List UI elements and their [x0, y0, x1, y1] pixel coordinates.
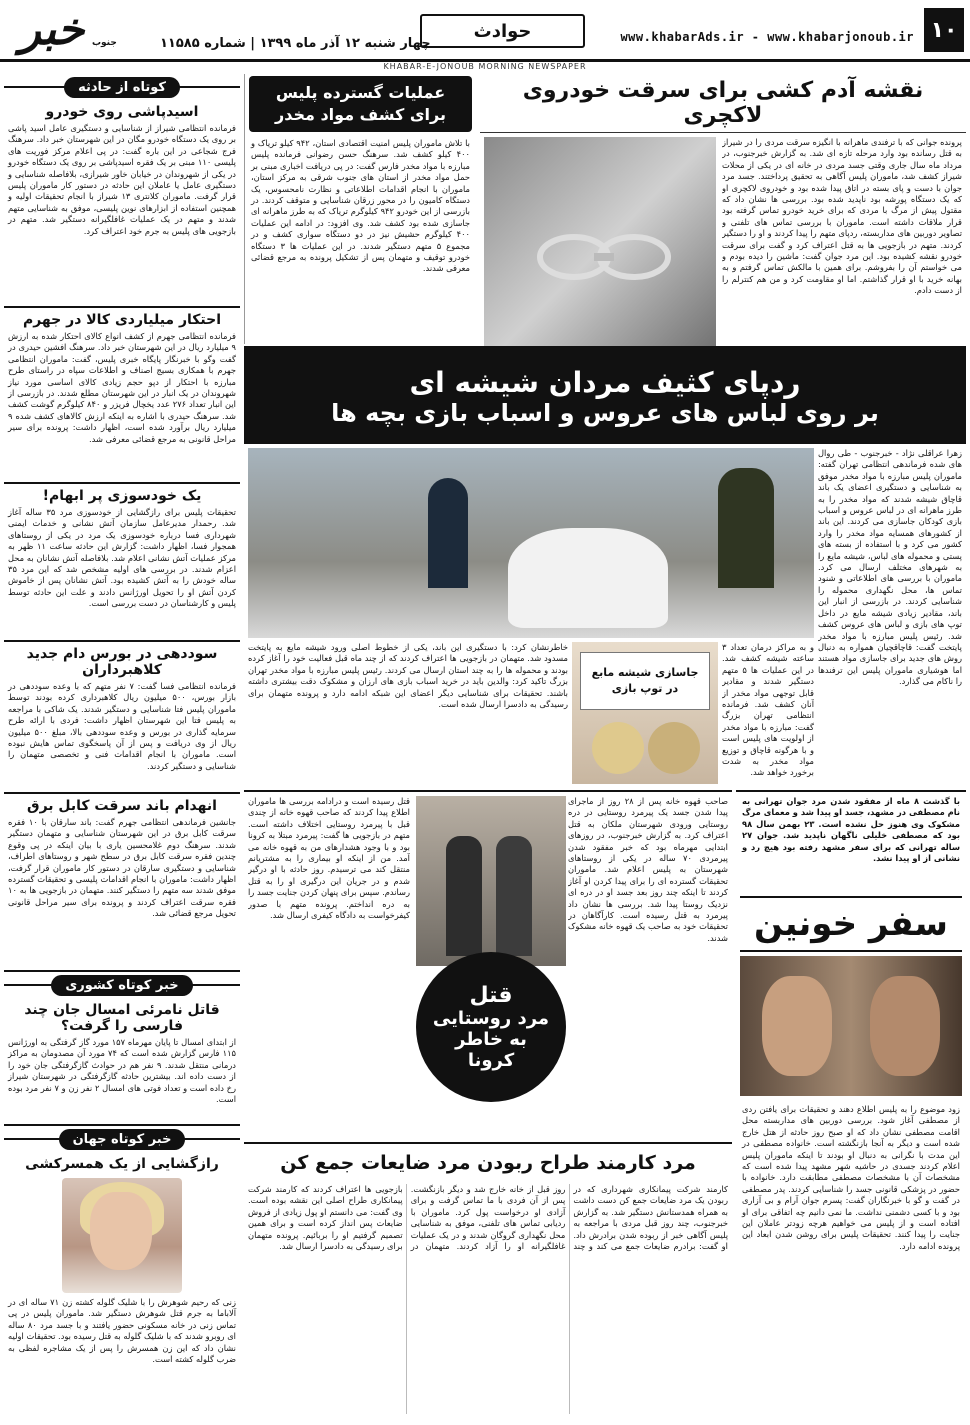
brief-body: فرمانده انتظامی جهرم از کشف انواع کالای احتکار شده به ارزش ۹ میلیارد ریال در این شهرستان خبر داد. سرهنگ افشین حیدری در گفت وگو با خبرنگار پایگاه خبری پلیس، گفت: ماموران انتظامی جهرم با همکاری بسیج اصناف و اطلاعات سپاه در راستای طرح مبارزه با احتکار از دپو حجم زیادی کالای اساسی مورد نیاز شهروندان در یک انبار در این شهرستان مطلع شدند. در بازرسی از این انبار تعداد ۲۷۶ عدد یخچال فریزر و ۸۴۰ کیلوگرم گوشت کشف شد. سرهنگ حیدری با اشاره به اینکه ارزش کالاهای کشف شده ۹ میلیارد ریال برآورد شده است، اظهار داشت: پرونده برای سیر مراحل قانونی به مرجع قضائی معرفی شد.: [8, 331, 236, 444]
masthead: [0, 0, 970, 62]
brief-article: [4, 998, 240, 1126]
brief-title: انهدام باند سرقت کابل برق: [27, 798, 217, 814]
section-title: حوادث: [420, 14, 585, 48]
newspaper-logo: خبر: [19, 4, 85, 55]
brief-title: سوددهی در بورس دام جدید کلاهبرداران: [26, 646, 218, 678]
clerk-kidnap-article: [244, 1142, 732, 1422]
feature-body-middle: و به مراکز درمان تعداد ۳ ساعته شیشه کشف شد. در این عملیات ها ۵ متهم دستگیر شدند و مقادیر قابل توجهی مواد مخدر از آنان کشف شد. فرمانده انتظامی تهران بزرگ گفت: مبارزه با مواد مخدر از اولویت های پلیس است و با هرگونه قاچاق و توزیع مواد مخدر به شدت برخورد خواهد شد.: [722, 642, 814, 778]
brief-article: [4, 100, 240, 308]
brief-article: [4, 794, 240, 972]
photo-sign: جاسازی شیشه مابع در توپ بازی: [580, 652, 710, 710]
brief-title: یک خودسوزی پر ابهام!: [42, 488, 202, 504]
bloody-trip-intro: با گذشت ۸ ماه از مفقود شدن مرد جوان تهرانی به نام مصطفی در مشهد، جسد او پیدا شد و معمای مرگ مشکوک وی هنوز حل نشده است. ۲۳ بهمن سال ۹۸ بود که مصطفی خلیلی ناگهان ناپدید شد. جوان ۲۷ ساله تهرانی که برای سفر مشهد رفته بود هیچ رد و نشانی از او پیدا نشد.: [742, 796, 960, 864]
drug-operation-headline: عملیات گسترده پلیس برای کشف مواد مخدر: [249, 76, 472, 132]
clerk-headline: مرد کارمند طراح ربودن مرد ضایعات جمع کن: [244, 1142, 732, 1182]
bloody-trip-body: زود موضوع را به پلیس اطلاع دهند و تحقیقات برای یافتن ردی از مصطفی آغاز شود. بررسی دوربین های مداربسته محل اقامت مصطفی نشان داد که او صبح روز حادثه از هتل خارج شده است و دیگر به آنجا بازنگشته است. خانواده مصطفی در این مدت با نگرانی به دنبال او بودند تا اینکه ماموران پلیس اعلام کردند جسدی در حاشیه شهر مشهد پیدا شده است که مشخصات آن با مشخصات مصطفی مطابقت دارد. خانواده با حضور در پزشکی قانونی جسد را شناسایی کردند. پدر مصطفی در گفت و گو با خبرنگاران گفت: پسرم جوان آرام و بی آزاری بود و با کسی دشمنی نداشت. ما نمی دانیم چه اتفاقی برای او افتاده است و از پلیس می خواهیم هرچه زودتر عاملان این جنایت را پیدا کنند. تحقیقات پلیس برای روشن شدن ابعاد این پرونده ادامه دارد.: [742, 1104, 960, 1251]
luxury-car-headline: نقشه آدم کشی برای سرقت خودروی لاکچری: [480, 74, 966, 133]
brief-article: [4, 642, 240, 794]
feature-headline: ردپای کثیف مردان شیشه ای بر روی لباس های عروس و اسباب بازی بچه ها: [244, 348, 966, 444]
bloody-trip-headline: سفر خونین: [740, 896, 962, 952]
bloody-trip-article: [736, 790, 966, 1422]
old-men-walking-photo: [416, 796, 566, 966]
ball-icon: [648, 722, 700, 774]
brief-title: اسیدپاشی روی خودرو: [45, 104, 199, 120]
brief-body: از ابتدای امسال تا پایان مهرماه ۱۵۷ مورد گاز گرفتگی به اورژانس ۱۱۵ فارس گزارش شده است که ۷۴ مورد آن مصدومان به مراکز درمانی منتقل شدند. ۹ نفر هم در حوادث گازگرفتگی جان خود را از دست داده اند. بیشترین حادثه گازگرفتگی در شهرستان شیراز رخ داده است و تعداد فوتی های امسال ۲ نفر زن و ۷ نفر مرد بوده است.: [8, 1037, 236, 1105]
drug-operation-article: [244, 74, 476, 344]
section-tag-national: خبر کوتاه کشوری: [4, 972, 240, 998]
brief-body: زنی که رحیم شوهرش را با شلیک گلوله کشته زن ۷۱ ساله ای در آلاباما به جرم قتل شوهرش دستگیر شد. ماموران پلیس در پی تماس زنی در خانه مسکونی حضور یافتند و با جسد مرد ۸۰ ساله ای روبرو شدند که با شلیک گلوله به قتل رسیده بود. تحقیقات اولیه نشان داد که این زن همسرش را پس از یک مشاجره لفظی به ضرب گلوله کشته است.: [8, 1297, 236, 1365]
luxury-car-body: پرونده جوانی که با ترفندی ماهرانه با انگیزه سرقت مردی را در شیراز به قتل رسانده بود وارد مرحله تازه ای شد. به گزارش خبرجنوب، در مرداد ماه سال جاری وقتی جسد مردی در خانه ای در یکی از محلات شیراز کشف شد، ماموران پلیس آگاهی به تحقیق پرداختند. جسد مرد جوان با دست و پای بسته در اتاق پیدا شده بود و خودروی لاکچری او که یک دستگاه پورشه بود ناپدید شده بود. بررسی ها نشان داد که مقتول پیش از مرگ با مردی که برای خرید خودرو تماس گرفته بود قرار ملاقات داشته است. ماموران با بررسی تماس های تلفنی و تصاویر دوربین های مداربسته، ردپای متهم را پیدا کردند و او را دستگیر کردند. متهم در بازجویی ها به قتل اعتراف کرد و گفت برای سرقت خودرو نقشه کشیده بود. این مرد جوان گفت: ماشین را دیده بودم و می خواستم آن را بفروشم. برای همین با مالکش تماس گرفتم و به بهانه خرید با او قرار گذاشتم. اما او مقاومت کرد و من هم کنترلم را از دست دادم.: [722, 137, 962, 296]
english-tagline: KHABAR-E-JONOUB MORNING NEWSPAPER: [0, 62, 970, 74]
brief-article: [4, 1152, 240, 1422]
victim-portraits-photo: [740, 956, 962, 1096]
ball-icon: [592, 722, 644, 774]
clerk-body: کارمند شرکت پیمانکاری شهرداری که در ربودن یک مرد ضایعات جمع کن دست داشت به همراه همدستانش دستگیر شد. به گزارش خبرجنوب، چند روز قبل مردی با مراجعه به پلیس آگاهی خبر از ربوده شدن برادرش داد. او گفت: برادرم ضایعات جمع می کند و چند روز قبل از خانه خارج شد و دیگر بازنگشت. پس از آن فردی با ما تماس گرفت و برای آزادی او درخواست پول کرد. ماموران با ردیابی تماس های تلفنی، موفق به شناسایی محل نگهداری گروگان شدند و در یک عملیات غافلگیرانه او را آزاد کردند. متهمان در بازجویی ها اعتراف کردند که کارمند شرکت پیمانکاری طراح اصلی این نقشه بوده است. وی گفت: می دانستم او پول زیادی از فروش ضایعات پس انداز کرده است و برای همین تصمیم گرفتیم او را بربائیم. پرونده متهمان برای رسیدگی به دادسرا ارسال شد.: [248, 1184, 728, 1252]
brief-title: احتکار میلیاردی کالا در جهرم: [22, 312, 222, 328]
brief-article: [4, 484, 240, 642]
brief-article: [4, 308, 240, 484]
section-tag-incidents: کوتاه از حادثه: [4, 74, 240, 100]
brief-body: فرمانده انتظامی فسا گفت: ۷ نفر متهم که با وعده سوددهی در بازار بورس، ۵۰۰ میلیون ریال کلاهبرداری کرده بودند توسط ماموران پلیس فتا شناسایی و دستگیر شدند. یک شاکی با مراجعه به پلیس فتا این شهرستان اظهار داشت: فردی با ارائه طرح سرمایه گذاری در بورس و وعده سوددهی بالا، مبلغ ۵۰۰ میلیون ریال از وی دریافت و پس از آن پاسخگوی تماس هایش نبوده است. ماموران با انجام اقدامات فنی و تخصصی متهمان را شناسایی و دستگیر کردند.: [8, 681, 236, 771]
brief-body: جانشین فرماندهی انتظامی جهرم گفت: باند سارقان با ۱۰ فقره سرقت کابل برق در این شهرستان شناسایی و متهمان دستگیر شدند. سرهنگ دوم غلامحسین یاری با بیان اینکه در پی وقوع چندین فقره سرقت کابل برق در سطح شهر و روستاهای اطراف، شناسایی و دستگیری سارقان در دستور کار ماموران قرار گرفت، اظهار داشت: ماموران با انجام اقدامات پلیسی و تحقیقات گسترده موفق شدند سه متهم را دستگیر کنند. متهمان در بازجویی ها به ۱۰ فقره سرقت اعتراف کردند و پرونده برای سیر مراحل قانونی تحویل مرجع قضائی شد.: [8, 817, 236, 919]
page-number: ۱۰: [924, 8, 964, 52]
villager-murder-headline: قتل مرد روستایی به خاطر کرونا: [416, 952, 566, 1102]
issue-date: چهار شنبه ۱۲ آذر ماه ۱۳۹۹ | شماره ۱۱۵۸۵: [160, 36, 431, 51]
website-urls: www.khabarAds.ir - www.khabarjonoub.ir: [620, 30, 914, 44]
section-tag-world: خبر کوتاه جهان: [4, 1126, 240, 1152]
toy-ball-photo: [572, 642, 718, 784]
brief-body: فرمانده انتظامی شیراز از شناسایی و دستگیری عامل اسید پاشی بر روی یک دستگاه خودرو مگان در این شهرستان خبر داد. سرهنگ فرج شجاعی در این باره گفت: در پی اعلام مرکز فوریت های پلیسی ۱۱۰ مبنی بر یک فقره اسیدپاشی بر روی یک دستگاه خودرو در یکی از شهروندان در خیابان خاور شیرازی، بلافاصله شناسایی و دستگیری عامل یا عاملان این حادثه در دستور کار ماموران پلیس قرار گرفت. ماموران کلانتری ۱۳ شیراز با انجام تحقیقات اولیه و همچنین استفاده از ابزارهای نوین پلیسی، موفق به شناسایی متهم شدند و متهم در یک عملیات غافلگیرانه دستگیر شد. متهم در بازجویی های پلیس به جرم خود اعتراف کرد.: [8, 123, 236, 236]
brief-title: رازگشایی از یک همسرکشی: [25, 1156, 219, 1172]
feature-body-left: خاطرنشان کرد: با دستگیری این باند، یکی از خطوط اصلی ورود شیشه مایع به پایتخت مسدود شد. متهمان در بازجویی ها اعتراف کردند که از چند ماه قبل فعالیت خود را آغاز کرده بودند و محموله ها را به چند استان ارسال می کردند. رئیس پلیس مبارزه با مواد مخدر تهران بزرگ تاکید کرد: والدین باید در خرید اسباب بازی های ارزان و مشکوک دقت بیشتری داشته باشند. تحقیقات برای شناسایی دیگر اعضای این شبکه ادامه دارد و پرونده متهمان برای رسیدگی به دادسرا ارسال شده است.: [248, 642, 568, 710]
brief-title: قاتل نامرئی امسال جان چند فارسی را گرفت؟: [24, 1002, 220, 1034]
police-officers-photo: [248, 448, 814, 638]
drug-operation-body: با تلاش ماموران پلیس امنیت اقتصادی استان، ۹۴۲ کیلو تریاک و ۴۰۰ کیلو کشف شد. سرهنگ حسن رضوانی فرمانده پلیس مبارزه با مواد مخدر فارس گفت: در پی دریافت اخباری مبنی بر حمل مواد مخدر از استان های جنوب شرقی به مرکز استان، ماموران با انجام اقدامات اطلاعاتی و نظارت نامحسوس، یک دستگاه کامیون را در محور زرقان شناسایی و متوقف کردند. در بازرسی از این خودرو ۹۴۲ کیلوگرم تریاک که به طرز ماهرانه ای جاسازی شده بود کشف شد. وی افزود: در ادامه این عملیات ۴۰۰ کیلوگرم حشیش نیز در دو دستگاه سواری کشف و در مجموع ۵ متهم دستگیر شدند. در این عملیات ها ۳ دستگاه خودرو توقیف و متهمان پس از تشکیل پرونده به مرجع قضائی معرفی شدند.: [251, 138, 471, 274]
feature-body-right: زهرا عراقلی نژاد - خبرجنوب - طی روال های شده فرماندهی انتظامی تهران گفته: ماموران پلیس مبارزه با مواد مخدر موفق به شناسایی و دستگیری اعضای یک باند قاچاق شیشه شدند که مواد مخدر را به طرز ماهرانه ای در لباس عروس و اسباب بازی کودکان جاسازی می کردند. این باند از کشورهای همسایه مواد مخدر را وارد کشور می کرد و با استفاده از بسته های پستی و محموله های لباس، شیشه مایع را به شهرهای مختلف ارسال می کرد. ماموران با بررسی های اطلاعاتی و شنود تماس ها، محل نگهداری محموله را شناسایی کردند. در بازرسی از انبار این باند، مقادیر زیادی شیشه مایع در داخل توپ های بازی و لباس های عروس کشف شد. رئیس پلیس مبارزه با مواد مخدر پایتخت گفت: قاچاقچیان همواره به دنبال روش های جدید برای جاسازی مواد هستند اما هوشیاری ماموران پلیس این ترفندها را ناکام می گذارد.: [818, 448, 962, 687]
villager-body-right: صاحب قهوه خانه پس از ۲۸ روز از ماجرای پیدا شدن جسد یک پیرمرد روستایی در دره روستایی ورودی شهرستان ملکان به قتل اعتراف کرد. به گزارش خبرجنوب، در روزهای ابتدایی مهرماه بود که خبر مفقود شدن پیرمردی ۷۰ ساله در یکی از روستاهای شهرستان به پلیس اعلام شد. ماموران تحقیقات گسترده ای را برای پیدا کردن او آغاز کردند تا اینکه چند روز بعد جسد او در دره ای نزدیک روستا پیدا شد. بررسی ها نشان داد پیرمرد به قتل رسیده است. کارآگاهان در تحقیقات خود به صاحب یک قهوه خانه مشکوک شدند.: [568, 796, 728, 943]
newspaper-logo-sub: جنوب: [92, 38, 117, 48]
villager-body-left: قتل رسیده است و درادامه بررسی ها ماموران اطلاع پیدا کردند که صاحب قهوه خانه از چندی قبل با پیرمرد روستایی اختلاف داشته است. متهم در بازجویی ها گفت: پیرمرد مبتلا به کرونا بود و با وجود هشدارهای من به قهوه خانه می آمد. من از اینکه او بیماری را به مشتریانم منتقل کند می ترسیدم. روز حادثه با او درگیر شدم و در جریان این درگیری او را به قتل رساندم. سپس برای پنهان کردن جنایت جسد را به دره انداختم. پرونده متهم با صدور کیفرخواست به دادگاه کیفری ارسال شد.: [248, 796, 410, 921]
woman-portrait-photo: [62, 1178, 182, 1293]
wedding-dress-photo: [508, 528, 668, 628]
villager-murder-article: [244, 790, 732, 1140]
crystal-smugglers-feature: [244, 346, 966, 786]
luxury-car-murder-article: [480, 74, 966, 344]
left-column: [4, 74, 240, 1422]
handcuffs-icon: [484, 137, 716, 362]
brief-body: تحقیقات پلیس برای رازگشایی از خودسوزی مرد ۳۵ ساله آغاز شد. رحمدار مدیرعامل سازمان آتش نشانی و خدمات ایمنی شهرداری فسا درباره خودسوزی یک مرد در یکی از روستاهای همجوار فسا، اظهار داشت: گزارش این حادثه ساعت ۱۱ ظهر به مرکز عملیات آتش نشانی اعلام شد. بلافاصله آتش نشانان به محل اعزام شدند. در بررسی های اولیه مشخص شد که این مرد ۳۵ ساله خودش را به آتش کشیده بود. آتش نشانان پس از خاموش کردن آتش او را تحویل اورژانس دادند و علت این حادثه توسط پلیس و کارشناسان در دست بررسی است.: [8, 507, 236, 609]
handcuffed-hands-photo: [484, 137, 716, 362]
